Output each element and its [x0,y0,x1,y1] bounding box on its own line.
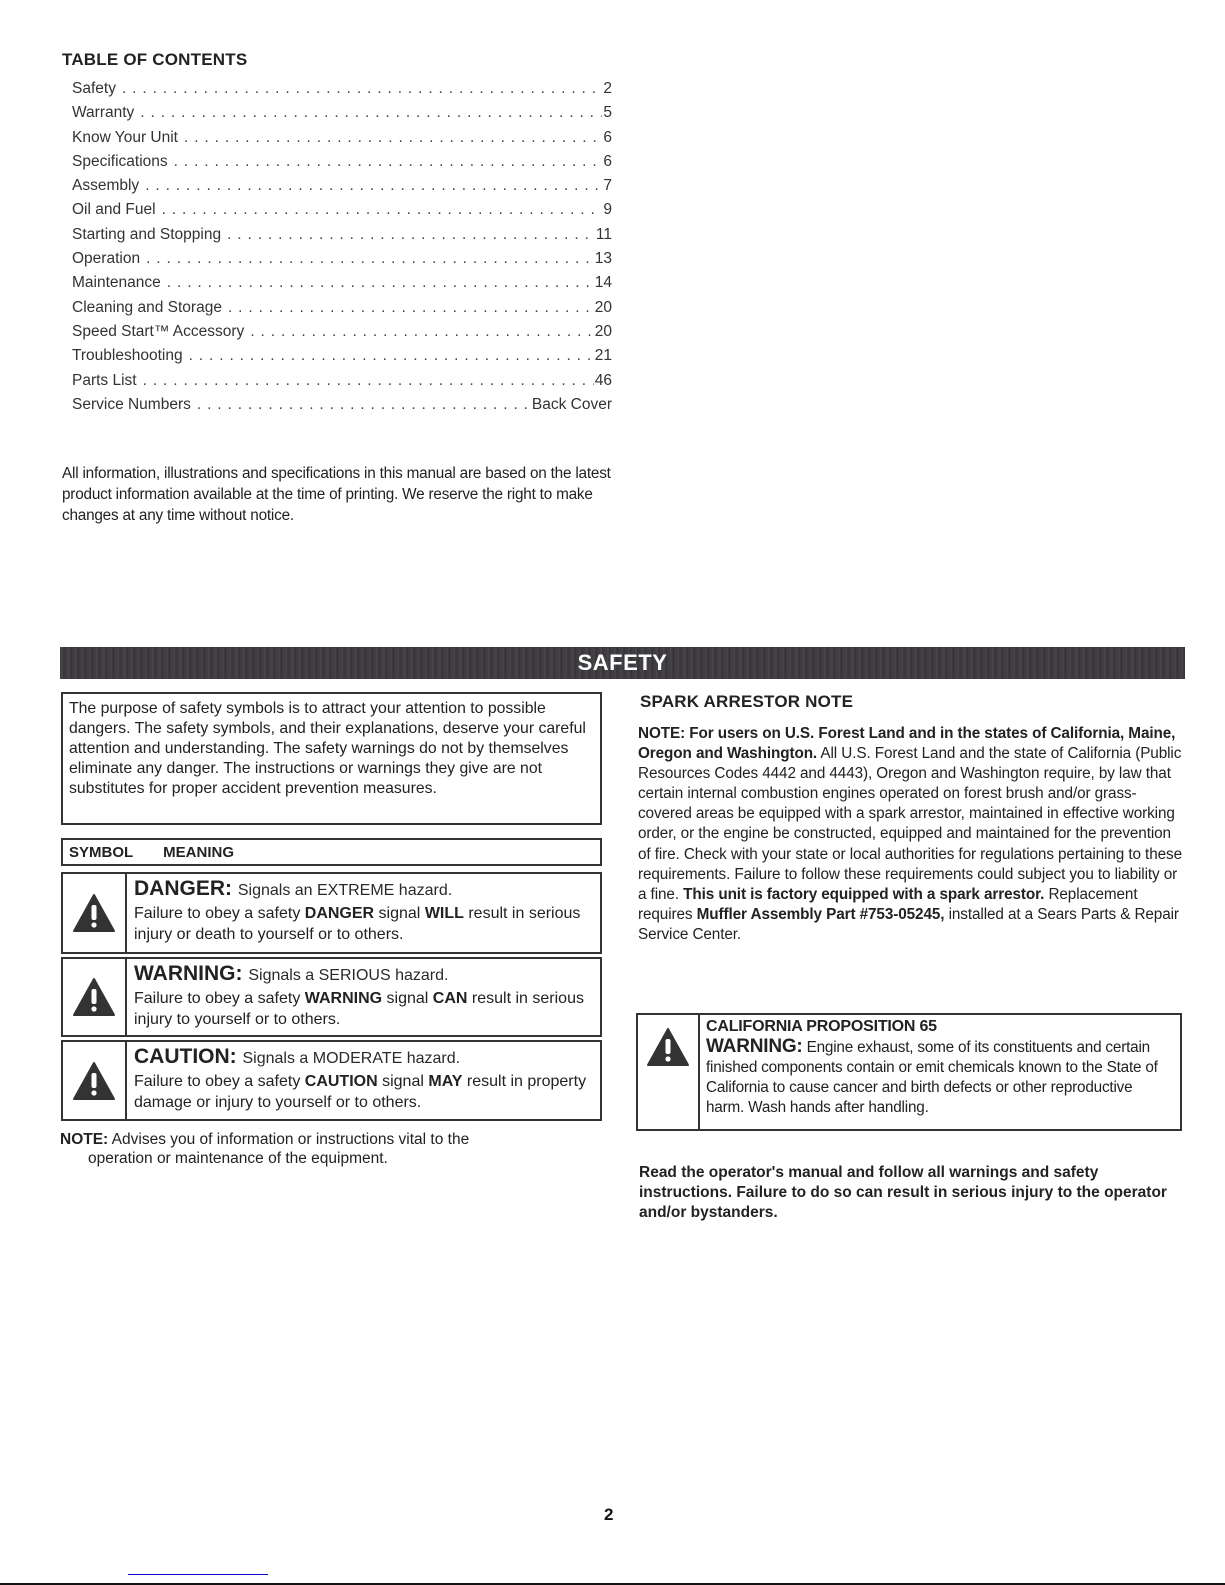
note-label: NOTE: [60,1131,109,1148]
section-banner [60,647,1185,679]
signal-description: Failure to obey a safety CAUTION signal MAY result in property damage or injury to yourself or to others. [134,1073,587,1111]
toc-leader [140,104,602,122]
toc-leader [167,274,594,292]
toc-label: Oil and Fuel [72,201,156,219]
toc-label: Warranty [72,104,135,122]
warning-triangle-icon [63,959,127,1035]
toc-leader [146,250,594,268]
hyperlink-underline[interactable] [128,1574,268,1575]
toc-page: 21 [594,347,612,365]
toc-label: Speed Start™ Accessory [72,322,245,340]
toc-leader [174,153,603,171]
toc-item-cleaning-and-storage[interactable] [72,299,612,323]
toc-leader [184,129,602,147]
header-meaning: MEANING [163,843,235,861]
toc-label: Know Your Unit [72,128,178,146]
toc-item-parts-list[interactable] [72,372,612,396]
toc-label: Maintenance [72,274,161,292]
toc-item-safety[interactable] [72,80,612,104]
toc-item-warranty[interactable] [72,104,612,128]
toc-item-know-your-unit[interactable] [72,129,612,153]
toc-title: TABLE OF CONTENTS [62,50,248,69]
toc-page: 20 [594,322,612,340]
toc-label: Starting and Stopping [72,225,222,243]
toc-item-specifications[interactable] [72,153,612,177]
toc-page: 2 [603,80,612,97]
toc-label: Operation [72,250,141,268]
toc-page: 5 [603,104,612,122]
prop65-title: CALIFORNIA PROPOSITION 65 [706,1018,937,1035]
symbol-row-caution [61,1040,602,1121]
toc-page: 6 [603,152,612,170]
toc-page: 13 [594,250,612,268]
toc-label: Cleaning and Storage [72,298,222,316]
header-symbol: SYMBOL [69,843,134,861]
warning-triangle-icon [63,874,127,952]
toc-label: Parts List [72,371,137,389]
prop65-warning-box [636,1013,1182,1131]
toc-list [72,80,612,420]
toc-leader [145,177,602,195]
spark-arrestor-body: NOTE: For users on U.S. Forest Land and in the states of California, Maine, Oregon and Washington. All U.S. Forest Land and the state of California (Public Resources Codes 4442 and 4443), Oregon and Washington require, by law that certain internal combustion engines operated on forest brush and/or grass-covered areas be equipped with a spark arrestor, maintained in effective working order, or the engine be constructed, equipped and maintained for the prevention of fire. Check with your state or local authorities for regulations pertaining to these requirements. Failure to follow these requirements could subject you to liability or a fine. This unit is factory equipped with a spark arrestor. Replacement requires Muffler Assembly Part #753-05245, installed at a Sears Parts & Repair Service Center. [638,725,1182,943]
toc-item-service-numbers[interactable] [72,396,612,420]
toc-leader [197,396,531,414]
signal-word: CAUTION: [134,1045,237,1068]
page-number: 2 [604,1505,614,1524]
toc-label: Service Numbers [72,395,191,413]
toc-leader [162,201,603,219]
toc-item-operation[interactable] [72,250,612,274]
signal-description: Failure to obey a safety WARNING signal CAN result in serious injury to yourself or to others. [134,990,584,1028]
toc-leader [228,299,594,317]
toc-page: 46 [594,371,612,389]
toc-item-troubleshooting[interactable] [72,347,612,371]
toc-label: Troubleshooting [72,347,183,365]
read-manual-notice: Read the operator's manual and follow all warnings and safety instructions. Failure to do so can result in serious injury to the operator and/or bystanders. [639,1164,1167,1221]
toc-label: Assembly [72,177,140,195]
symbol-row-warning [61,957,602,1037]
toc-leader [122,80,602,98]
toc-page: 14 [594,274,612,292]
signal-description: Failure to obey a safety DANGER signal WILL result in serious injury or death to yourself or to others. [134,905,581,943]
toc-item-maintenance[interactable] [72,274,612,298]
toc-label: Specifications [72,152,168,170]
toc-page: 7 [603,177,612,195]
toc-page: 11 [595,225,612,243]
toc-leader [250,323,593,341]
warning-triangle-icon [63,1042,127,1119]
safety-intro-box: The purpose of safety symbols is to attract your attention to possible dangers. The safety symbols, and their explanations, deserve your careful attention and understanding. The safety warnings do not by themselves eliminate any danger. The instructions or warnings they give are not substitutes for proper accident prevention measures. [61,692,602,825]
prop65-text: WARNING: Engine exhaust, some of its constituents and certain finished components contain or emit chemicals known to the State of California to cause cancer and birth defects or other reproductive harm. Wash hands after handling. [706,1036,1158,1116]
toc-item-assembly[interactable] [72,177,612,201]
banner-title: SAFETY [577,650,668,675]
toc-page: 20 [594,298,612,316]
signal-word: WARNING: [134,962,243,985]
signal-word: DANGER: [134,877,232,900]
toc-item-starting-and-stopping[interactable] [72,226,612,250]
toc-page: 6 [603,128,612,146]
symbol-table-header [61,838,602,866]
toc-leader [189,347,594,365]
signal-summary: Signals a SERIOUS hazard. [248,967,449,984]
note-text: NOTE: Advises you of information or instructions vital to the operation or maintenance of the equipment. [60,1131,470,1167]
toc-page: 9 [603,201,612,219]
disclaimer-text: All information, illustrations and specifications in this manual are based on the latest product information available at the time of printing. We reserve the right to make changes at any time without notice. [62,465,611,524]
toc-item-speed-start-accessory[interactable] [72,323,612,347]
toc-leader [143,372,594,390]
toc-label: Safety [72,80,116,97]
signal-summary: Signals a MODERATE hazard. [242,1050,461,1067]
toc-leader [227,226,595,244]
symbol-row-danger [61,872,602,954]
toc-page: Back Cover [531,395,612,413]
toc-item-oil-and-fuel[interactable] [72,201,612,225]
spark-arrestor-title: SPARK ARRESTOR NOTE [640,692,854,711]
warning-triangle-icon [638,1015,700,1129]
signal-summary: Signals an EXTREME hazard. [237,882,453,899]
